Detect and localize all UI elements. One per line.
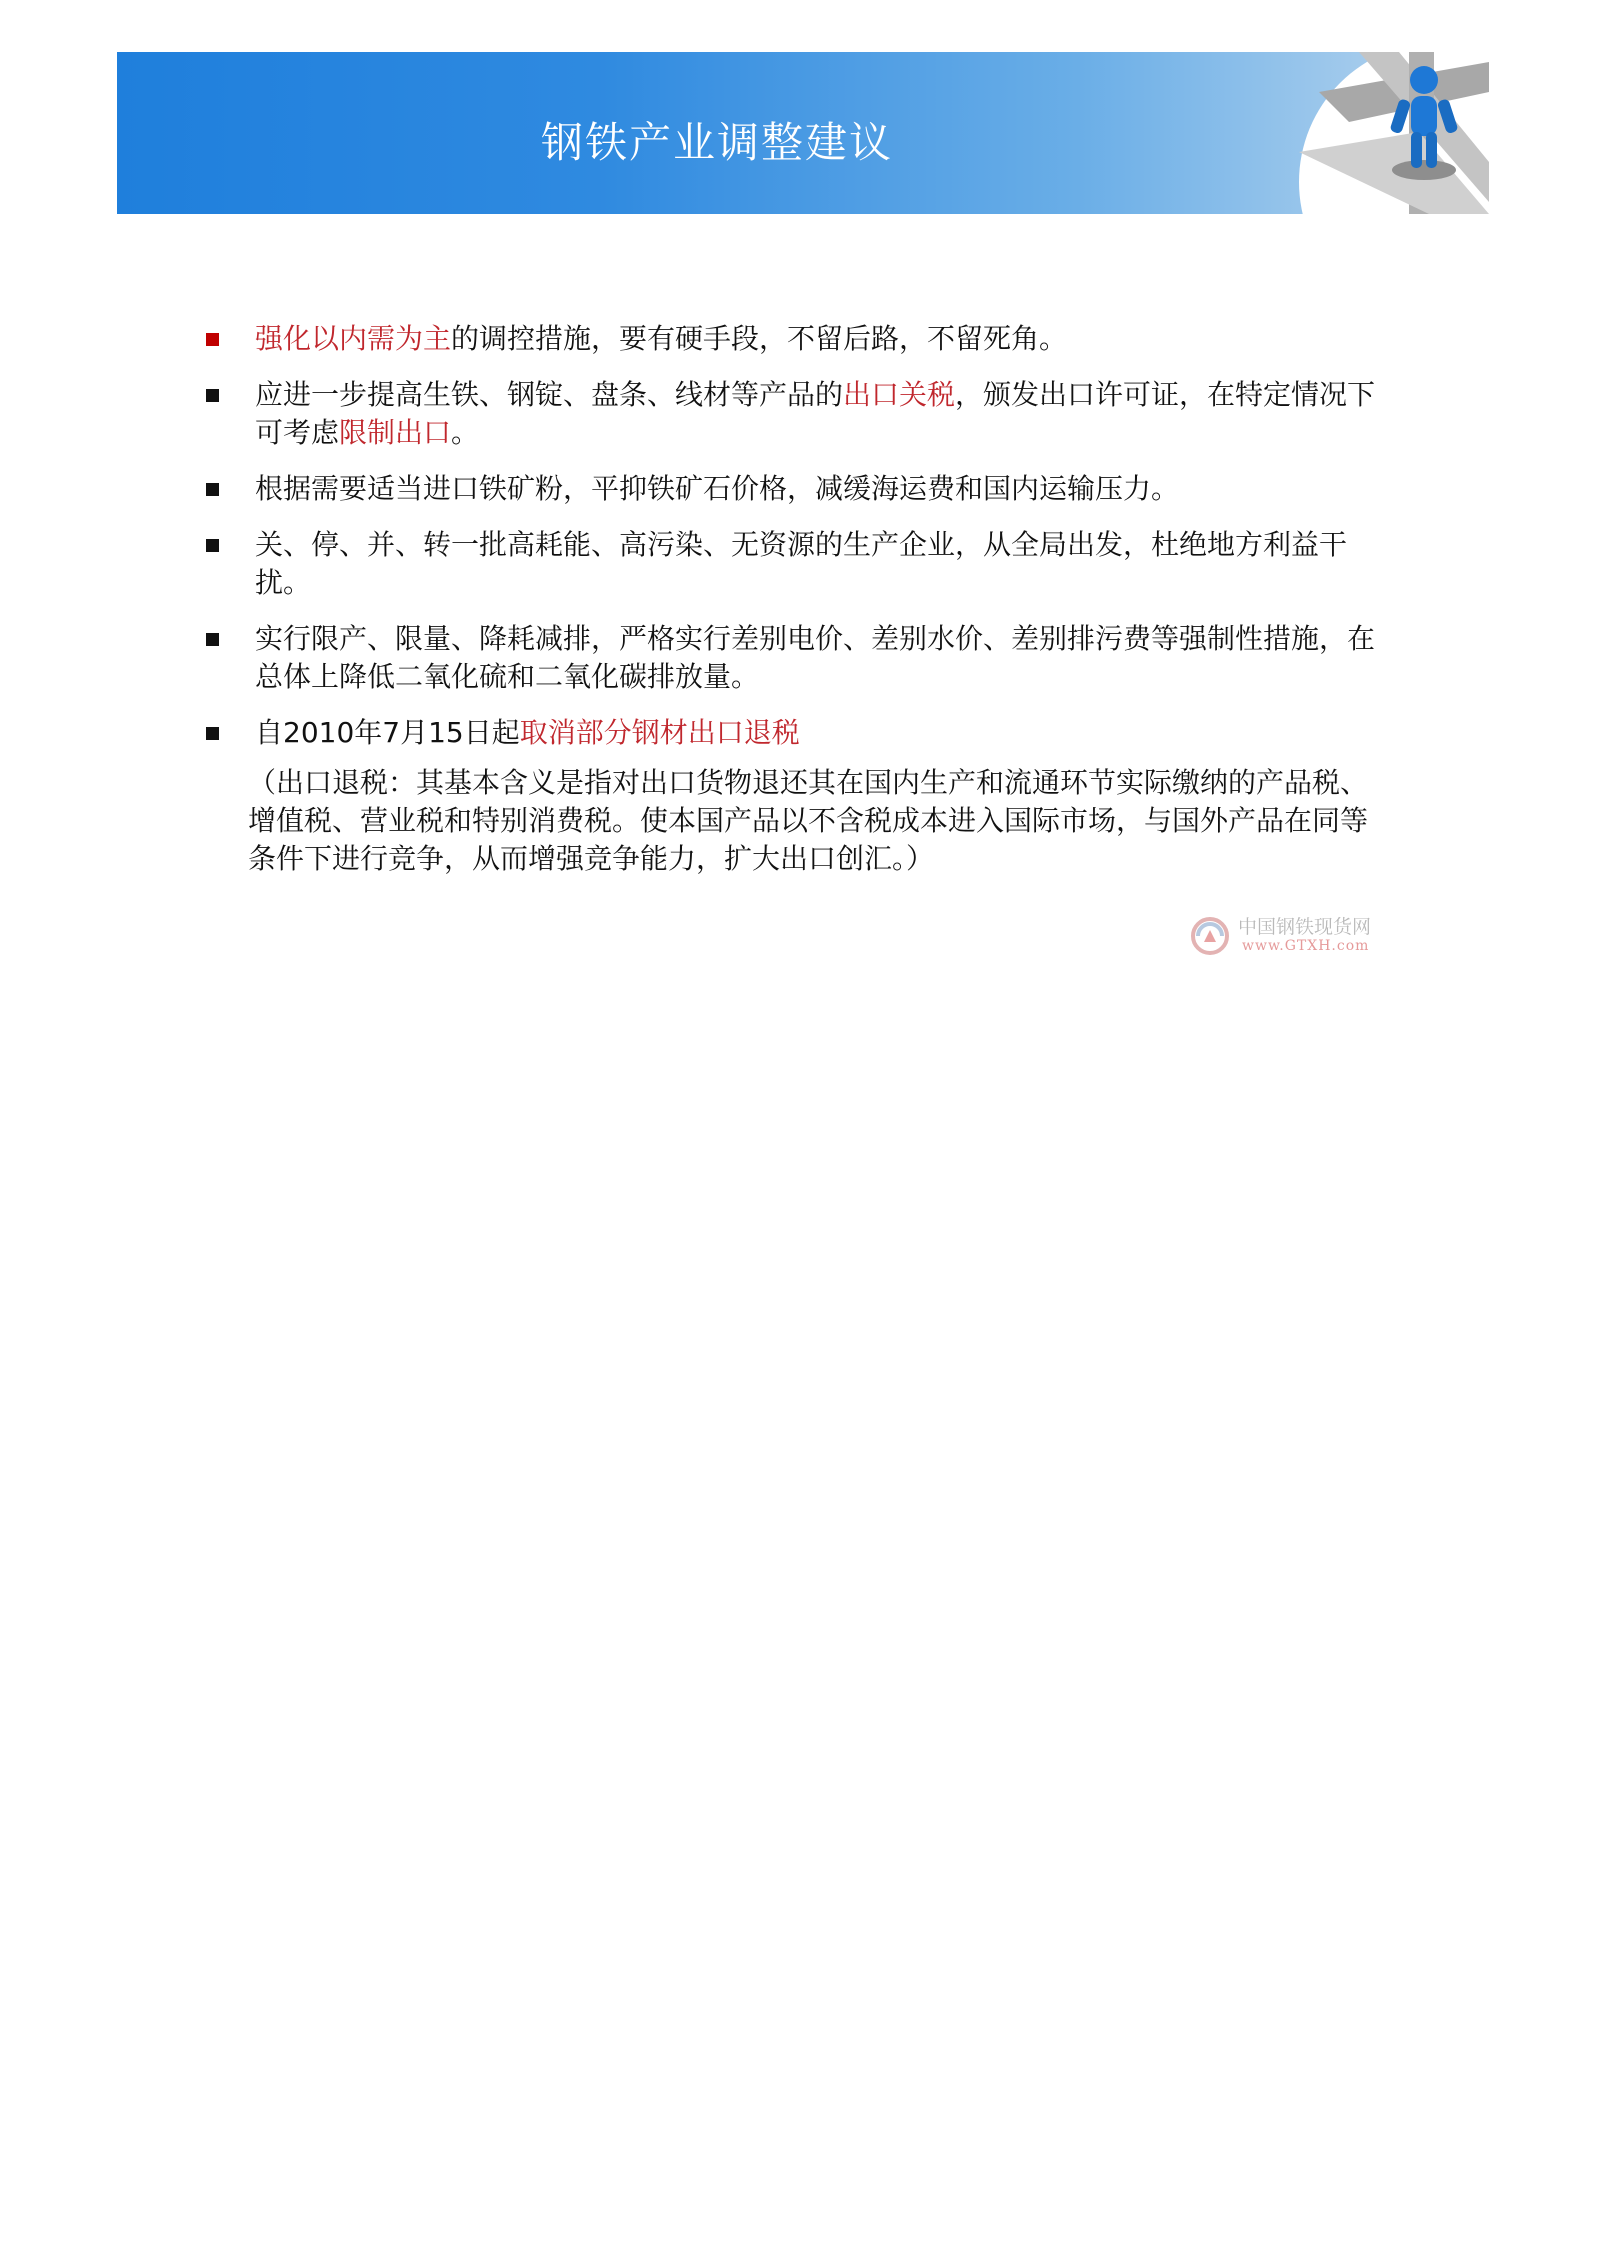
bullet-text: 实行限产、限量、降耗减排，严格实行差别电价、差别水价、差别排污费等强制性措施，在总体上降低二氧化硫和二氧化碳排放量。	[255, 622, 1376, 693]
bullet-text: 关、停、并、转一批高耗能、高污染、无资源的生产企业，从全局出发，杜绝地方利益干扰。	[255, 528, 1348, 599]
bullet-text: 。	[451, 416, 480, 449]
bullet-item	[200, 470, 1380, 508]
bullet-item	[200, 526, 1380, 602]
header-banner	[117, 52, 1489, 214]
bullet-marker	[206, 633, 219, 646]
bullet-marker	[206, 539, 219, 552]
bullet-marker	[206, 483, 219, 496]
bullet-text: 的调控措施，要有硬手段，不留后路，不留死角。	[451, 322, 1068, 355]
bullet-text: 应进一步提高生铁、钢锭、盘条、线材等产品的	[255, 378, 844, 411]
bullet-highlight: 限制出口	[339, 416, 452, 449]
bullet-item	[200, 714, 1380, 752]
bullet-item	[200, 376, 1380, 452]
bullet-text: ，颁发出口许可证，在特定情况下可考虑	[255, 378, 1376, 449]
watermark-url: www.GTXH.com	[1242, 938, 1370, 954]
bullet-item	[200, 320, 1380, 358]
bullet-text: 自2010年7月15日起	[255, 716, 520, 749]
bullet-marker	[206, 727, 219, 740]
watermark	[1190, 912, 1400, 962]
watermark-name: 中国钢铁现货网	[1238, 916, 1372, 938]
bullet-highlight: 强化以内需为主	[255, 322, 452, 355]
gtxh-logo-icon	[1190, 916, 1230, 956]
content-area	[200, 320, 1380, 878]
bullet-text: 根据需要适当进口铁矿粉，平抑铁矿石价格，减缓海运费和国内运输压力。	[255, 472, 1180, 505]
bullet-highlight: 取消部分钢材出口退税	[519, 716, 800, 749]
bullet-marker	[206, 389, 219, 402]
bullet-highlight: 出口关税	[843, 378, 956, 411]
export-rebate-note: （出口退税：其基本含义是指对出口货物退还其在国内生产和流通环节实际缴纳的产品税、增值税、营业税和特别消费税。使本国产品以不含税成本进入国际市场，与国外产品在同等条件下进行竞争，从而增强竞争能力，扩大出口创汇。）	[248, 766, 1369, 875]
bullet-marker	[206, 333, 219, 346]
bullet-item	[200, 620, 1380, 696]
person-on-arrows-icon	[1259, 52, 1489, 214]
page-title: 钢铁产业调整建议	[540, 118, 893, 167]
